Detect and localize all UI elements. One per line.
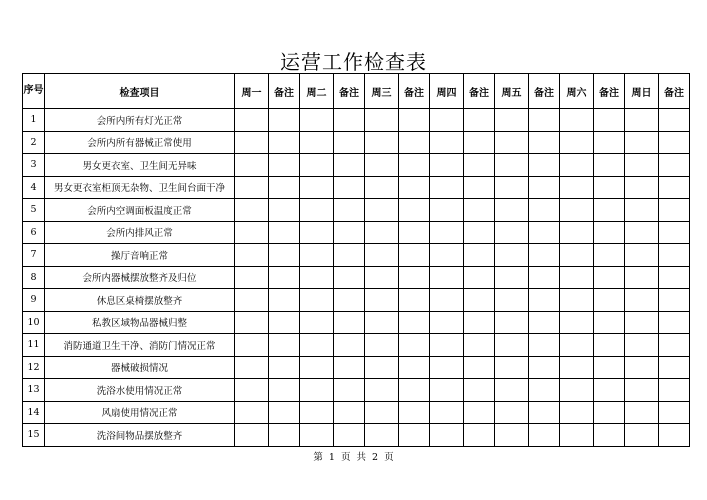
note-cell[interactable] <box>269 176 300 199</box>
note-cell[interactable] <box>399 401 430 424</box>
note-cell[interactable] <box>334 289 365 312</box>
note-cell[interactable] <box>529 244 560 267</box>
note-cell[interactable] <box>594 266 625 289</box>
check-cell[interactable] <box>300 289 334 312</box>
note-cell[interactable] <box>399 176 430 199</box>
note-cell[interactable] <box>529 199 560 222</box>
table-row <box>23 289 690 312</box>
note-cell[interactable] <box>334 244 365 267</box>
note-cell[interactable] <box>659 289 690 312</box>
check-cell[interactable] <box>300 131 334 154</box>
check-cell[interactable] <box>625 424 659 447</box>
table-row <box>23 199 690 222</box>
check-cell[interactable] <box>300 356 334 379</box>
note-cell[interactable] <box>594 131 625 154</box>
header-item: 检查项目 <box>45 74 235 109</box>
row-number: 2 <box>23 131 45 154</box>
check-item: 洗浴水使用情况正常 <box>45 379 235 402</box>
check-cell[interactable] <box>495 244 529 267</box>
note-cell[interactable] <box>269 289 300 312</box>
check-cell[interactable] <box>300 154 334 177</box>
check-item: 风扇使用情况正常 <box>45 401 235 424</box>
check-item: 私教区域物品器械归整 <box>45 311 235 334</box>
table-row <box>23 356 690 379</box>
header-wednesday: 周三 <box>365 74 399 109</box>
note-cell[interactable] <box>464 199 495 222</box>
note-cell[interactable] <box>399 244 430 267</box>
inspection-table <box>22 73 690 447</box>
check-item: 会所内所有灯光正常 <box>45 109 235 132</box>
note-cell[interactable] <box>399 356 430 379</box>
row-number: 13 <box>23 379 45 402</box>
check-cell[interactable] <box>235 289 269 312</box>
check-cell[interactable] <box>300 109 334 132</box>
note-cell[interactable] <box>464 424 495 447</box>
note-cell[interactable] <box>659 311 690 334</box>
check-cell[interactable] <box>495 221 529 244</box>
note-cell[interactable] <box>334 221 365 244</box>
check-cell[interactable] <box>560 424 594 447</box>
page-footer: 第 1 页 共 2 页 <box>313 452 394 463</box>
note-cell[interactable] <box>659 176 690 199</box>
check-cell[interactable] <box>235 401 269 424</box>
table-row <box>23 401 690 424</box>
check-item: 操厅音响正常 <box>45 244 235 267</box>
check-cell[interactable] <box>235 131 269 154</box>
check-cell[interactable] <box>300 334 334 357</box>
header-note: 备注 <box>594 74 625 109</box>
note-cell[interactable] <box>269 244 300 267</box>
note-cell[interactable] <box>659 266 690 289</box>
check-cell[interactable] <box>560 176 594 199</box>
header-note: 备注 <box>659 74 690 109</box>
check-cell[interactable] <box>235 334 269 357</box>
note-cell[interactable] <box>399 266 430 289</box>
note-cell[interactable] <box>594 401 625 424</box>
header-saturday: 周六 <box>560 74 594 109</box>
note-cell[interactable] <box>269 334 300 357</box>
check-cell[interactable] <box>365 356 399 379</box>
check-cell[interactable] <box>560 356 594 379</box>
check-cell[interactable] <box>560 131 594 154</box>
note-cell[interactable] <box>659 424 690 447</box>
check-cell[interactable] <box>560 311 594 334</box>
note-cell[interactable] <box>529 266 560 289</box>
check-cell[interactable] <box>365 131 399 154</box>
header-note: 备注 <box>464 74 495 109</box>
header-note: 备注 <box>529 74 560 109</box>
note-cell[interactable] <box>659 154 690 177</box>
note-cell[interactable] <box>334 176 365 199</box>
check-cell[interactable] <box>560 334 594 357</box>
note-cell[interactable] <box>529 334 560 357</box>
check-cell[interactable] <box>300 311 334 334</box>
note-cell[interactable] <box>399 154 430 177</box>
check-cell[interactable] <box>430 356 464 379</box>
check-cell[interactable] <box>625 311 659 334</box>
note-cell[interactable] <box>464 176 495 199</box>
check-cell[interactable] <box>430 221 464 244</box>
check-cell[interactable] <box>625 266 659 289</box>
check-item: 男女更衣室、卫生间无异味 <box>45 154 235 177</box>
check-item: 休息区桌椅摆放整齐 <box>45 289 235 312</box>
table-row <box>23 109 690 132</box>
check-cell[interactable] <box>430 131 464 154</box>
note-cell[interactable] <box>464 379 495 402</box>
check-cell[interactable] <box>625 356 659 379</box>
check-cell[interactable] <box>365 109 399 132</box>
check-cell[interactable] <box>430 379 464 402</box>
check-cell[interactable] <box>235 379 269 402</box>
check-cell[interactable] <box>235 109 269 132</box>
check-cell[interactable] <box>430 401 464 424</box>
check-cell[interactable] <box>625 199 659 222</box>
check-cell[interactable] <box>430 109 464 132</box>
table-row <box>23 221 690 244</box>
note-cell[interactable] <box>594 176 625 199</box>
note-cell[interactable] <box>399 379 430 402</box>
row-number: 15 <box>23 424 45 447</box>
header-tuesday: 周二 <box>300 74 334 109</box>
table-row <box>23 311 690 334</box>
check-cell[interactable] <box>300 379 334 402</box>
note-cell[interactable] <box>334 334 365 357</box>
note-cell[interactable] <box>334 424 365 447</box>
note-cell[interactable] <box>659 199 690 222</box>
check-cell[interactable] <box>560 244 594 267</box>
check-cell[interactable] <box>365 244 399 267</box>
note-cell[interactable] <box>594 311 625 334</box>
check-cell[interactable] <box>365 311 399 334</box>
check-cell[interactable] <box>365 424 399 447</box>
note-cell[interactable] <box>529 401 560 424</box>
note-cell[interactable] <box>334 401 365 424</box>
check-cell[interactable] <box>495 356 529 379</box>
note-cell[interactable] <box>464 221 495 244</box>
note-cell[interactable] <box>399 424 430 447</box>
check-cell[interactable] <box>625 221 659 244</box>
note-cell[interactable] <box>334 154 365 177</box>
note-cell[interactable] <box>399 131 430 154</box>
note-cell[interactable] <box>529 109 560 132</box>
row-number: 4 <box>23 176 45 199</box>
note-cell[interactable] <box>594 334 625 357</box>
note-cell[interactable] <box>464 311 495 334</box>
note-cell[interactable] <box>399 221 430 244</box>
note-cell[interactable] <box>594 289 625 312</box>
note-cell[interactable] <box>464 109 495 132</box>
check-cell[interactable] <box>235 266 269 289</box>
check-cell[interactable] <box>430 311 464 334</box>
note-cell[interactable] <box>659 244 690 267</box>
note-cell[interactable] <box>529 379 560 402</box>
check-cell[interactable] <box>625 109 659 132</box>
note-cell[interactable] <box>529 176 560 199</box>
note-cell[interactable] <box>269 221 300 244</box>
row-number: 10 <box>23 311 45 334</box>
row-number: 5 <box>23 199 45 222</box>
check-item: 会所内所有器械正常使用 <box>45 131 235 154</box>
note-cell[interactable] <box>269 266 300 289</box>
check-cell[interactable] <box>625 401 659 424</box>
check-item: 会所内器械摆放整齐及归位 <box>45 266 235 289</box>
note-cell[interactable] <box>659 401 690 424</box>
check-item: 消防通道卫生干净、消防门情况正常 <box>45 334 235 357</box>
check-item: 器械破损情况 <box>45 356 235 379</box>
check-cell[interactable] <box>300 221 334 244</box>
check-cell[interactable] <box>430 176 464 199</box>
note-cell[interactable] <box>399 311 430 334</box>
check-cell[interactable] <box>300 424 334 447</box>
header-note: 备注 <box>269 74 300 109</box>
check-cell[interactable] <box>430 424 464 447</box>
note-cell[interactable] <box>464 401 495 424</box>
note-cell[interactable] <box>529 356 560 379</box>
check-cell[interactable] <box>365 379 399 402</box>
note-cell[interactable] <box>529 221 560 244</box>
table-row <box>23 244 690 267</box>
note-cell[interactable] <box>529 131 560 154</box>
check-cell[interactable] <box>560 154 594 177</box>
header-no: 序号 <box>23 74 45 109</box>
note-cell[interactable] <box>529 154 560 177</box>
check-cell[interactable] <box>235 311 269 334</box>
row-number: 9 <box>23 289 45 312</box>
note-cell[interactable] <box>659 356 690 379</box>
note-cell[interactable] <box>464 266 495 289</box>
check-cell[interactable] <box>495 176 529 199</box>
header-friday: 周五 <box>495 74 529 109</box>
check-cell[interactable] <box>365 289 399 312</box>
check-cell[interactable] <box>495 311 529 334</box>
row-number: 14 <box>23 401 45 424</box>
note-cell[interactable] <box>399 334 430 357</box>
check-cell[interactable] <box>300 401 334 424</box>
check-cell[interactable] <box>495 131 529 154</box>
note-cell[interactable] <box>464 289 495 312</box>
check-cell[interactable] <box>625 176 659 199</box>
header-note: 备注 <box>334 74 365 109</box>
note-cell[interactable] <box>334 109 365 132</box>
check-cell[interactable] <box>430 334 464 357</box>
check-item: 洗浴间物品摆放整齐 <box>45 424 235 447</box>
check-cell[interactable] <box>430 154 464 177</box>
check-cell[interactable] <box>300 266 334 289</box>
note-cell[interactable] <box>269 379 300 402</box>
table-row <box>23 334 690 357</box>
table-row <box>23 131 690 154</box>
check-cell[interactable] <box>430 244 464 267</box>
check-cell[interactable] <box>365 334 399 357</box>
note-cell[interactable] <box>269 424 300 447</box>
row-number: 7 <box>23 244 45 267</box>
note-cell[interactable] <box>529 311 560 334</box>
check-cell[interactable] <box>495 334 529 357</box>
check-cell[interactable] <box>300 176 334 199</box>
check-cell[interactable] <box>430 266 464 289</box>
check-cell[interactable] <box>495 401 529 424</box>
table-row <box>23 424 690 447</box>
note-cell[interactable] <box>659 109 690 132</box>
check-cell[interactable] <box>235 154 269 177</box>
note-cell[interactable] <box>269 154 300 177</box>
note-cell[interactable] <box>464 334 495 357</box>
note-cell[interactable] <box>594 356 625 379</box>
note-cell[interactable] <box>269 109 300 132</box>
row-number: 11 <box>23 334 45 357</box>
note-cell[interactable] <box>464 131 495 154</box>
check-cell[interactable] <box>365 221 399 244</box>
check-cell[interactable] <box>300 244 334 267</box>
check-cell[interactable] <box>625 379 659 402</box>
note-cell[interactable] <box>399 199 430 222</box>
note-cell[interactable] <box>529 289 560 312</box>
check-cell[interactable] <box>560 266 594 289</box>
note-cell[interactable] <box>269 401 300 424</box>
check-cell[interactable] <box>495 266 529 289</box>
note-cell[interactable] <box>334 356 365 379</box>
check-cell[interactable] <box>625 154 659 177</box>
row-number: 12 <box>23 356 45 379</box>
check-cell[interactable] <box>430 199 464 222</box>
note-cell[interactable] <box>269 131 300 154</box>
check-item: 男女更衣室柜顶无杂物、卫生间台面干净 <box>45 176 235 199</box>
check-cell[interactable] <box>560 401 594 424</box>
check-cell[interactable] <box>625 244 659 267</box>
check-cell[interactable] <box>495 109 529 132</box>
note-cell[interactable] <box>464 356 495 379</box>
check-cell[interactable] <box>235 176 269 199</box>
note-cell[interactable] <box>464 154 495 177</box>
note-cell[interactable] <box>594 244 625 267</box>
check-item: 会所内空调面板温度正常 <box>45 199 235 222</box>
check-cell[interactable] <box>300 199 334 222</box>
check-cell[interactable] <box>625 334 659 357</box>
note-cell[interactable] <box>399 109 430 132</box>
note-cell[interactable] <box>269 356 300 379</box>
table-row <box>23 176 690 199</box>
note-cell[interactable] <box>594 109 625 132</box>
check-cell[interactable] <box>625 131 659 154</box>
check-cell[interactable] <box>235 221 269 244</box>
note-cell[interactable] <box>269 311 300 334</box>
row-number: 8 <box>23 266 45 289</box>
table-row <box>23 379 690 402</box>
check-item: 会所内排风正常 <box>45 221 235 244</box>
check-cell[interactable] <box>365 176 399 199</box>
note-cell[interactable] <box>659 221 690 244</box>
note-cell[interactable] <box>659 334 690 357</box>
note-cell[interactable] <box>594 154 625 177</box>
check-cell[interactable] <box>365 266 399 289</box>
check-cell[interactable] <box>560 199 594 222</box>
note-cell[interactable] <box>399 289 430 312</box>
note-cell[interactable] <box>594 379 625 402</box>
note-cell[interactable] <box>334 379 365 402</box>
check-cell[interactable] <box>560 109 594 132</box>
note-cell[interactable] <box>529 424 560 447</box>
check-cell[interactable] <box>235 424 269 447</box>
table-row <box>23 266 690 289</box>
check-cell[interactable] <box>495 289 529 312</box>
check-cell[interactable] <box>495 424 529 447</box>
note-cell[interactable] <box>594 424 625 447</box>
check-cell[interactable] <box>235 199 269 222</box>
table-row <box>23 154 690 177</box>
check-cell[interactable] <box>365 401 399 424</box>
check-cell[interactable] <box>495 199 529 222</box>
note-cell[interactable] <box>334 266 365 289</box>
note-cell[interactable] <box>659 131 690 154</box>
header-note: 备注 <box>399 74 430 109</box>
check-cell[interactable] <box>235 244 269 267</box>
header-row <box>23 74 690 109</box>
note-cell[interactable] <box>659 379 690 402</box>
header-monday: 周一 <box>235 74 269 109</box>
note-cell[interactable] <box>269 199 300 222</box>
note-cell[interactable] <box>334 131 365 154</box>
row-number: 6 <box>23 221 45 244</box>
row-number: 3 <box>23 154 45 177</box>
table-body <box>23 109 690 447</box>
note-cell[interactable] <box>594 221 625 244</box>
check-cell[interactable] <box>430 289 464 312</box>
check-cell[interactable] <box>365 199 399 222</box>
check-cell[interactable] <box>495 379 529 402</box>
header-sunday: 周日 <box>625 74 659 109</box>
row-number: 1 <box>23 109 45 132</box>
check-cell[interactable] <box>365 154 399 177</box>
header-thursday: 周四 <box>430 74 464 109</box>
check-cell[interactable] <box>560 289 594 312</box>
note-cell[interactable] <box>334 199 365 222</box>
check-cell[interactable] <box>625 289 659 312</box>
check-cell[interactable] <box>560 379 594 402</box>
page-title: 运营工作检查表 <box>280 50 427 74</box>
note-cell[interactable] <box>464 244 495 267</box>
check-cell[interactable] <box>495 154 529 177</box>
check-cell[interactable] <box>560 221 594 244</box>
note-cell[interactable] <box>594 199 625 222</box>
note-cell[interactable] <box>334 311 365 334</box>
check-cell[interactable] <box>235 356 269 379</box>
